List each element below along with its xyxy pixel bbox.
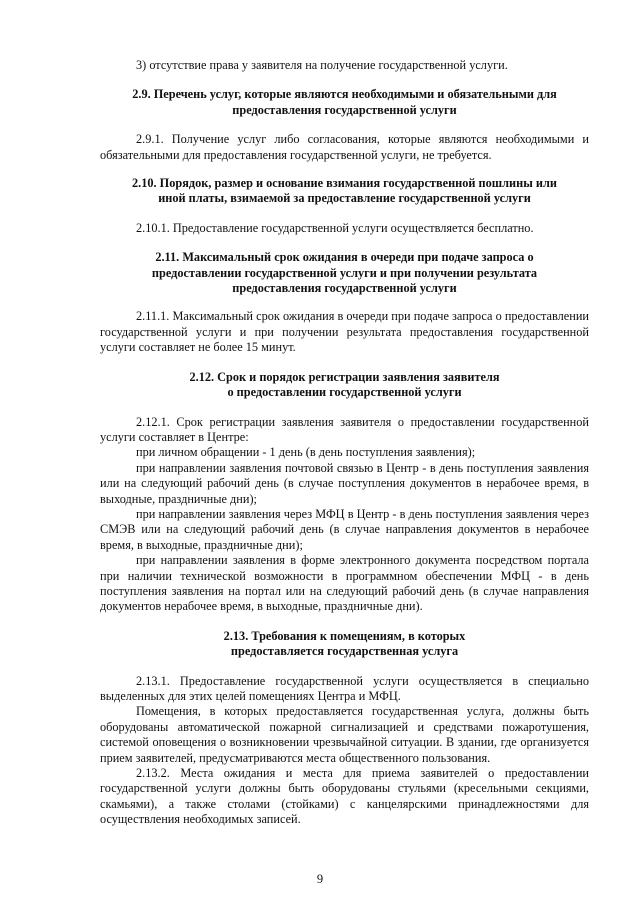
section-2-13-title-line-1: 2.13. Требования к помещениям, в которых [223,628,466,643]
section-2-11-heading [100,250,589,296]
paragraph-2-13-premises: Помещения, в которых предоставляется государственная услуга, должны быть оборудованы автоматической пожарной сигнализацией и средствами пожаротушения, системой оповещения о возникновении чрезвычайной ситуации. В здании, где организуется прием заявителей, предусматриваются места общественного пользования. [100,704,589,765]
page-number: 9 [316,872,324,886]
paragraph-2-12-post: при направлении заявления почтовой связью в Центр - в день поступления заявления или на следующий рабочий день (в случае поступления документов в нерабочее время, в выходные, праздничные дни); [100,460,589,506]
section-2-12-title-line-1: 2.12. Срок и порядок регистрации заявления заявителя [189,369,500,384]
section-2-11-title-line-1: 2.11. Максимальный срок ожидания в очереди при подаче запроса о [155,250,534,265]
section-2-9-title-line-1: 2.9. Перечень услуг, которые являются необходимыми и обязательными для [132,87,557,102]
section-2-13-title-line-2: предоставляется государственная услуга [230,644,459,659]
intro-paragraph: 3) отсутствие права у заявителя на получение государственной услуги. [136,58,508,72]
paragraph-2-13-2: 2.13.2. Места ожидания и места для приема заявителей о предоставлении государственной услуги должны быть оборудованы стульями (кресельными секциями, скамьями), а также столами (стойками) с канцелярскими принадлежностями для осуществления необходимых записей. [100,766,589,827]
section-2-12-title-line-2: о предоставлении государственной услуги [227,385,462,400]
paragraph-2-9-1: 2.9.1. Получение услуг либо согласования, которые являются необходимыми и обязательными для предоставления государственной услуги, не требуется. [100,132,589,162]
paragraph-2-12-1: 2.12.1. Срок регистрации заявления заявителя о предоставлении государственной услуги составляет в Центре: [100,414,589,444]
section-2-10-heading [100,176,589,207]
paragraph-2-12-portal: при направлении заявления в форме электронного документа посредством портала при наличии технической возможности в программном обеспечении МФЦ - в день поступления заявления на портал или на следующий рабочий день (в случае направления документов нерабочее время, в выходные, праздничные дни). [100,553,589,614]
paragraph-2-12-mfc: при направлении заявления через МФЦ в Центр - в день поступления заявления через СМЭВ или на следующий рабочий день (в случае направления документов в нерабочее время, в выходные, праздничные дни); [100,506,589,552]
paragraph-2-13-1: 2.13.1. Предоставление государственной услуги осуществляется в специально выделенных для этих целей помещениях Центра и МФЦ. [100,673,589,703]
paragraph-2-12-personal: при личном обращении - 1 день (в день поступления заявления); [136,445,476,460]
section-2-9-title-line-2: предоставления государственной услуги [232,102,457,117]
section-2-12-heading [100,370,589,401]
paragraph-2-11-1: 2.11.1. Максимальный срок ожидания в очереди при подаче запроса о предоставлении государственной услуги и при получении результата предоставления государственной услуги составляет не более 15 минут. [100,309,589,355]
section-2-11-title-line-2: предоставлении государственной услуги и при получении результата [151,265,538,280]
section-2-9-heading [100,87,589,118]
paragraph-2-10-1: 2.10.1. Предоставление государственной услуги осуществляется бесплатно. [136,220,534,235]
section-2-10-title-line-2: иной платы, взимаемой за предоставление государственной услуги [158,191,531,206]
section-2-13-heading [100,629,589,660]
page-content [100,58,589,828]
section-2-11-title-line-3: предоставления государственной услуги [232,281,457,296]
section-2-10-title-line-1: 2.10. Порядок, размер и основание взимания государственной пошлины или [132,176,557,191]
